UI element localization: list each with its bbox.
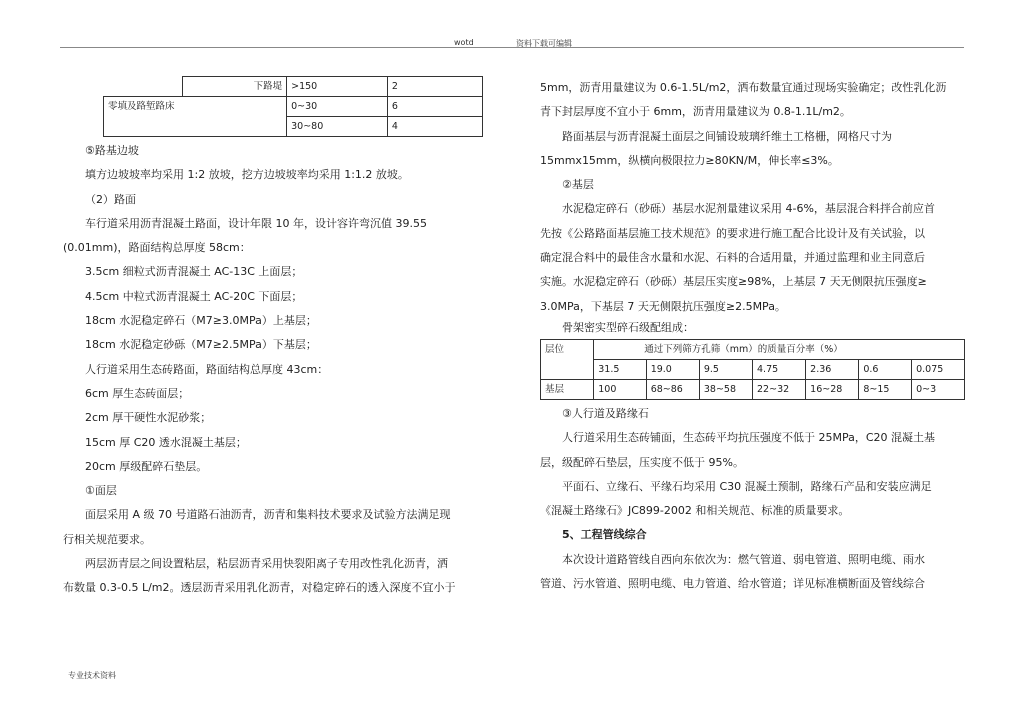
- gradation-value-cell: 22~32: [753, 379, 806, 399]
- sieve-size-cell: 0.6: [859, 359, 912, 379]
- paragraph: 确定混合料中的最佳含水量和水泥、石料的合适用量，并通过监理和业主同意后: [540, 251, 925, 265]
- paragraph: 布数量 0.3-0.5 L/m2。透层沥青采用乳化沥青，对稳定碎石的透入深度不宜小于: [63, 581, 456, 595]
- table-cell: 基层: [541, 379, 594, 399]
- paragraph: 填方边坡坡率均采用 1:2 放坡，挖方边坡坡率均采用 1:1.2 放坡。: [85, 168, 409, 182]
- footer-text: 专业技术资料: [68, 671, 116, 680]
- sieve-size-cell: 2.36: [806, 359, 859, 379]
- section-heading: （2）路面: [85, 192, 136, 206]
- paragraph: 人行道采用生态砖路面，路面结构总厚度 43cm：: [85, 362, 329, 376]
- table-cell: 2: [387, 77, 482, 97]
- table-cell: >150: [287, 77, 388, 97]
- paragraph: 两层沥青层之间设置粘层，粘层沥青采用快裂阳离子专用改性乳化沥青，洒: [85, 557, 448, 571]
- table-cell: 通过下列筛方孔筛（mm）的质量百分率（%）: [594, 339, 965, 359]
- right-column: [540, 76, 965, 596]
- paragraph: 先按《公路路面基层施工技术规范》的要求进行施工配合比设计及有关试验，以: [540, 226, 925, 240]
- paragraph: 人行道采用生态砖铺面，生态砖平均抗压强度不低于 25MPa，C20 混凝土基: [562, 431, 936, 445]
- gradation-table: [540, 339, 965, 400]
- header-right: 资料下载可编辑: [516, 39, 572, 48]
- paragraph: 本次设计道路管线自西向东依次为：燃气管道、弱电管道、照明电缆、雨水: [562, 552, 925, 566]
- sieve-size-cell: 4.75: [753, 359, 806, 379]
- paragraph: 《混凝土路缘石》JC899-2002 和相关规范、标准的质量要求。: [540, 504, 850, 518]
- paragraph: 15mmx15mm，纵横向极限拉力≥80KN/M，伸长率≤3%。: [540, 153, 839, 167]
- section-heading: ③人行道及路缘石: [562, 406, 649, 420]
- paragraph: 3.0MPa，下基层 7 天无侧限抗压强度≥2.5MPa。: [540, 299, 786, 313]
- section-heading: ⑤路基边坡: [85, 144, 139, 157]
- sieve-size-cell: 19.0: [646, 359, 699, 379]
- section-heading: ①面层: [85, 484, 117, 498]
- gradation-value-cell: 38~58: [699, 379, 752, 399]
- table-cell: 下路堤: [182, 77, 287, 97]
- paragraph: 平面石、立缘石、平缘石均采用 C30 混凝土预制，路缘石产品和安装应满足: [562, 479, 932, 493]
- paragraph: 水泥稳定碎石（砂砾）基层水泥剂量建议采用 4-6%，基层混合料拌合前应首: [562, 202, 935, 216]
- table-cell: 零填及路堑路床: [104, 97, 287, 137]
- table-caption: 骨架密实型碎石级配组成：: [562, 320, 694, 334]
- paragraph: (0.01mm)，路面结构总厚度 58cm：: [63, 241, 251, 255]
- header-left: wotd: [454, 38, 474, 47]
- table-cell: 4: [387, 117, 482, 137]
- paragraph: 5mm，沥青用量建议为 0.6-1.5L/m2，洒布数量宜通过现场实验确定；改性乳化沥: [540, 81, 947, 94]
- paragraph: 路面基层与沥青混凝土面层之间铺设玻璃纤维土工格栅，网格尺寸为: [562, 129, 892, 143]
- sieve-size-cell: 9.5: [699, 359, 752, 379]
- sieve-size-cell: 0.075: [912, 359, 965, 379]
- section-heading: ②基层: [562, 178, 594, 192]
- paragraph: 20cm 厚级配碎石垫层。: [85, 459, 208, 473]
- table-row: [541, 359, 965, 379]
- table-row: [104, 97, 483, 117]
- paragraph: 18cm 水泥稳定碎石（M7≥3.0MPa）上基层；: [85, 314, 317, 328]
- gradation-value-cell: 8~15: [859, 379, 912, 399]
- paragraph: 行相关规范要求。: [63, 532, 151, 546]
- paragraph: 2cm 厚干硬性水泥砂浆；: [85, 411, 212, 425]
- paragraph: 实施。水泥稳定碎石（砂砾）基层压实度≥98%，上基层 7 天无侧限抗压强度≥: [540, 275, 927, 289]
- section-heading: 5、工程管线综合: [562, 528, 647, 542]
- paragraph: 18cm 水泥稳定砂砾（M7≥2.5MPa）下基层；: [85, 338, 317, 352]
- gradation-value-cell: 68~86: [646, 379, 699, 399]
- table-cell: 0~30: [287, 97, 388, 117]
- gradation-value-cell: 100: [594, 379, 646, 399]
- table-row: [541, 339, 965, 359]
- table-cell: [104, 77, 183, 97]
- table-row: [541, 379, 965, 399]
- table-cell: 30~80: [287, 117, 388, 137]
- table-cell: 层位: [541, 339, 594, 379]
- gradation-value-cell: 0~3: [912, 379, 965, 399]
- sieve-size-cell: 31.5: [594, 359, 646, 379]
- paragraph: 15cm 厚 C20 透水混凝土基层；: [85, 435, 247, 449]
- paragraph: 管道、污水管道、照明电缆、电力管道、给水管道；详见标准横断面及管线综合: [540, 577, 925, 591]
- paragraph: 层，级配碎石垫层，压实度不低于 95%。: [540, 455, 744, 469]
- paragraph: 面层采用 A 级 70 号道路石油沥青，沥青和集料技术要求及试验方法满足现: [85, 508, 451, 522]
- paragraph: 4.5cm 中粒式沥青混凝土 AC-20C 下面层；: [85, 289, 303, 303]
- gradation-value-cell: 16~28: [806, 379, 859, 399]
- left-column: [63, 76, 483, 601]
- table-cell: 6: [387, 97, 482, 117]
- header-rule: [60, 47, 964, 48]
- paragraph: 车行道采用沥青混凝土路面，设计年限 10 年，设计容许弯沉值 39.55: [85, 216, 427, 230]
- table-row: [104, 77, 483, 97]
- paragraph: 6cm 厚生态砖面层；: [85, 386, 190, 400]
- paragraph: 青下封层厚度不宜小于 6mm，沥青用量建议为 0.8-1.1L/m2。: [540, 105, 851, 119]
- subgrade-compaction-table: [103, 76, 483, 137]
- paragraph: 3.5cm 细粒式沥青混凝土 AC-13C 上面层；: [85, 265, 303, 279]
